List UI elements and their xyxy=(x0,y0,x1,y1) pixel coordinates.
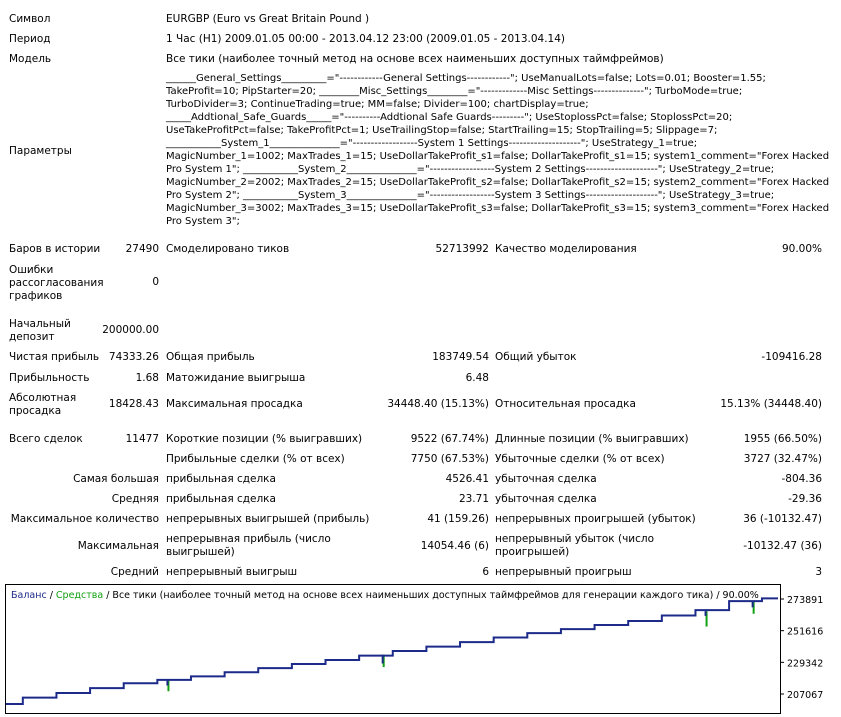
loss-trades-label: Убыточные сделки (% от всех) xyxy=(495,453,665,465)
max-cons-losses-value: 36 (-10132.47) xyxy=(743,513,822,525)
largest-win-value: 4526.41 xyxy=(445,473,489,485)
params-line: MagicNumber_3=3002; MaxTrades_3=15; UseDollarTakeProfit_s3=false; DollarTakeProfit_s3=15; system3_comment="Forex Hacked xyxy=(166,203,830,214)
abs-drawdown-label: Абсолютная просадка xyxy=(9,392,77,417)
max-drawdown-label: Максимальная просадка xyxy=(166,398,303,410)
period-label: Период xyxy=(9,33,51,45)
chart-legend xyxy=(11,590,759,601)
quality-label: Качество моделирования xyxy=(495,243,637,255)
largest-win-label: прибыльная сделка xyxy=(166,473,276,485)
max-cons-profit-label: непрерывная прибыль (число выигрышей) xyxy=(166,533,331,558)
maximal-prefix: Максимальная xyxy=(77,540,159,552)
max-count-prefix: Максимальное количество xyxy=(10,513,159,525)
legend-description: / Все тики (наиболее точный метод на основе всех наименьших доступных таймфреймов для генерации каждого тика) / 90.00% xyxy=(103,590,759,601)
loss-trades-value: 3727 (32.47%) xyxy=(743,453,822,465)
short-positions-value: 9522 (67.74%) xyxy=(410,433,489,445)
expected-payoff-label: Матожидание выигрыша xyxy=(166,372,306,384)
ticks-value: 52713992 xyxy=(435,243,489,255)
quality-value: 90.00% xyxy=(781,243,822,255)
max-cons-loss-label: непрерывный убыток (число проигрышей) xyxy=(495,533,655,558)
deposit-label: Начальный депозит xyxy=(9,318,71,343)
params-line: Pro System 2"; ___________System_3______________="------------------System 3 Settings--------------------"; UseStrategy_3=true; xyxy=(166,190,775,201)
params-line: Pro System 1"; ___________System_2______________="------------------System 2 Settings--------------------"; UseStrategy_2=true; xyxy=(166,164,775,175)
total-trades-value: 11477 xyxy=(125,433,159,445)
profit-trades-value: 7750 (67.53%) xyxy=(410,453,489,465)
symbol-value: EURGBP (Euro vs Great Britain Pound ) xyxy=(166,13,370,25)
legend-equity: Средства xyxy=(55,590,104,601)
y-axis xyxy=(780,595,823,701)
ticks-label: Смоделировано тиков xyxy=(166,243,290,255)
largest-loss-value: -804.36 xyxy=(781,473,822,485)
bars-value: 27490 xyxy=(125,243,159,255)
average-prefix: Средняя xyxy=(111,493,159,505)
y-tick-label: 273891 xyxy=(787,595,824,606)
params-line: TurboDivider=3; ContinueTrading=true; MM=false; Divider=100; chartDisplay=true; xyxy=(166,99,589,110)
avg-cons-wins-value: 6 xyxy=(482,566,489,578)
params-line: UseTakeProfitPct=false; TakeProfitPct=1; UseTrailingStop=false; StartTrailing=15; StopTrailing=5; Slippage=7; xyxy=(166,125,718,136)
expected-payoff-value: 6.48 xyxy=(465,372,489,384)
avg-cons-wins-label: непрерывный выигрыш xyxy=(166,566,298,578)
balance-chart-svg xyxy=(5,584,835,714)
short-positions-label: Короткие позиции (% выигравших) xyxy=(166,433,363,445)
avg-win-label: прибыльная сделка xyxy=(166,493,276,505)
params-line: MagicNumber_2=2002; MaxTrades_2=15; UseDollarTakeProfit_s2=false; DollarTakeProfit_s2=15; system2_comment="Forex Hacked xyxy=(166,177,830,188)
avg-cons-losses-value: 3 xyxy=(815,566,822,578)
max-cons-losses-label: непрерывных проигрышей (убыток) xyxy=(495,513,696,525)
avg-loss-label: убыточная сделка xyxy=(495,493,597,505)
largest-loss-label: убыточная сделка xyxy=(495,473,597,485)
legend-balance: Баланс xyxy=(11,590,47,601)
errors-label: Ошибки рассогласования графиков xyxy=(9,264,104,302)
max-cons-wins-label: непрерывных выигрышей (прибыль) xyxy=(166,513,370,525)
max-cons-loss-value: -10132.47 (36) xyxy=(743,540,822,552)
gross-loss-value: -109416.28 xyxy=(761,351,822,363)
y-tick-label: 207067 xyxy=(787,690,824,701)
bars-label: Баров в истории xyxy=(9,243,101,255)
symbol-label: Символ xyxy=(9,13,51,25)
gross-loss-label: Общий убыток xyxy=(495,351,577,363)
plot-frame xyxy=(6,585,781,714)
params-line: ___________System_1______________="------------------System 1 Settings--------------------"; UseStrategy_1=true; xyxy=(166,138,698,149)
long-positions-value: 1955 (66.50%) xyxy=(743,433,822,445)
avg-prefix: Средний xyxy=(110,566,159,578)
params-line: Pro System 3"; xyxy=(166,216,240,227)
profit-factor-value: 1.68 xyxy=(135,372,159,384)
gross-profit-value: 183749.54 xyxy=(432,351,489,363)
balance-chart xyxy=(5,584,835,714)
largest-prefix: Самая большая xyxy=(73,473,159,485)
params-line: ______General_Settings_________="------------General Settings------------"; UseManualLots=false; Lots=0.01; Booster=1.55; xyxy=(166,73,766,84)
max-drawdown-value: 34448.40 (15.13%) xyxy=(387,398,489,410)
abs-drawdown-value: 18428.43 xyxy=(108,398,159,410)
period-value: 1 Час (H1) 2009.01.05 00:00 - 2013.04.12 23:00 (2009.01.05 - 2013.04.14) xyxy=(166,33,565,45)
errors-value: 0 xyxy=(152,276,159,288)
net-profit-value: 74333.26 xyxy=(108,351,159,363)
params-value xyxy=(166,72,829,228)
rel-drawdown-label: Относительная просадка xyxy=(495,398,636,410)
avg-loss-value: -29.36 xyxy=(788,493,822,505)
legend-separator: / xyxy=(46,590,56,601)
long-positions-label: Длинные позиции (% выигравших) xyxy=(495,433,689,445)
y-tick-label: 251616 xyxy=(787,626,824,638)
y-tick-label: 229342 xyxy=(787,658,824,670)
params-line: MagicNumber_1=1002; MaxTrades_1=15; UseDollarTakeProfit_s1=false; DollarTakeProfit_s1=15; system1_comment="Forex Hacked xyxy=(166,151,830,162)
net-profit-label: Чистая прибыль xyxy=(9,351,100,363)
params-line: TakeProfit=10; PipStarter=20; ________Misc_Settings________="-------------Misc Settings--------------"; TurboMode=true; xyxy=(166,86,743,97)
gross-profit-label: Общая прибыль xyxy=(166,351,255,363)
profit-factor-label: Прибыльность xyxy=(9,372,90,384)
model-label: Модель xyxy=(9,53,52,65)
total-trades-label: Всего сделок xyxy=(9,433,83,445)
avg-win-value: 23.71 xyxy=(458,493,489,505)
params-line: _____Addtional_Safe_Guards_____="----------Addtional Safe Guards---------"; UseStoplossPct=false; StoplossPct=20; xyxy=(166,112,733,123)
profit-trades-label: Прибыльные сделки (% от всех) xyxy=(166,453,345,465)
params-label: Параметры xyxy=(9,145,72,157)
avg-cons-losses-label: непрерывный проигрыш xyxy=(495,566,632,578)
deposit-value: 200000.00 xyxy=(102,324,159,336)
max-cons-wins-value: 41 (159.26) xyxy=(427,513,489,525)
model-value: Все тики (наиболее точный метод на основе всех наименьших доступных таймфреймов) xyxy=(166,53,664,65)
max-cons-profit-value: 14054.46 (6) xyxy=(420,540,489,552)
rel-drawdown-value: 15.13% (34448.40) xyxy=(720,398,822,410)
